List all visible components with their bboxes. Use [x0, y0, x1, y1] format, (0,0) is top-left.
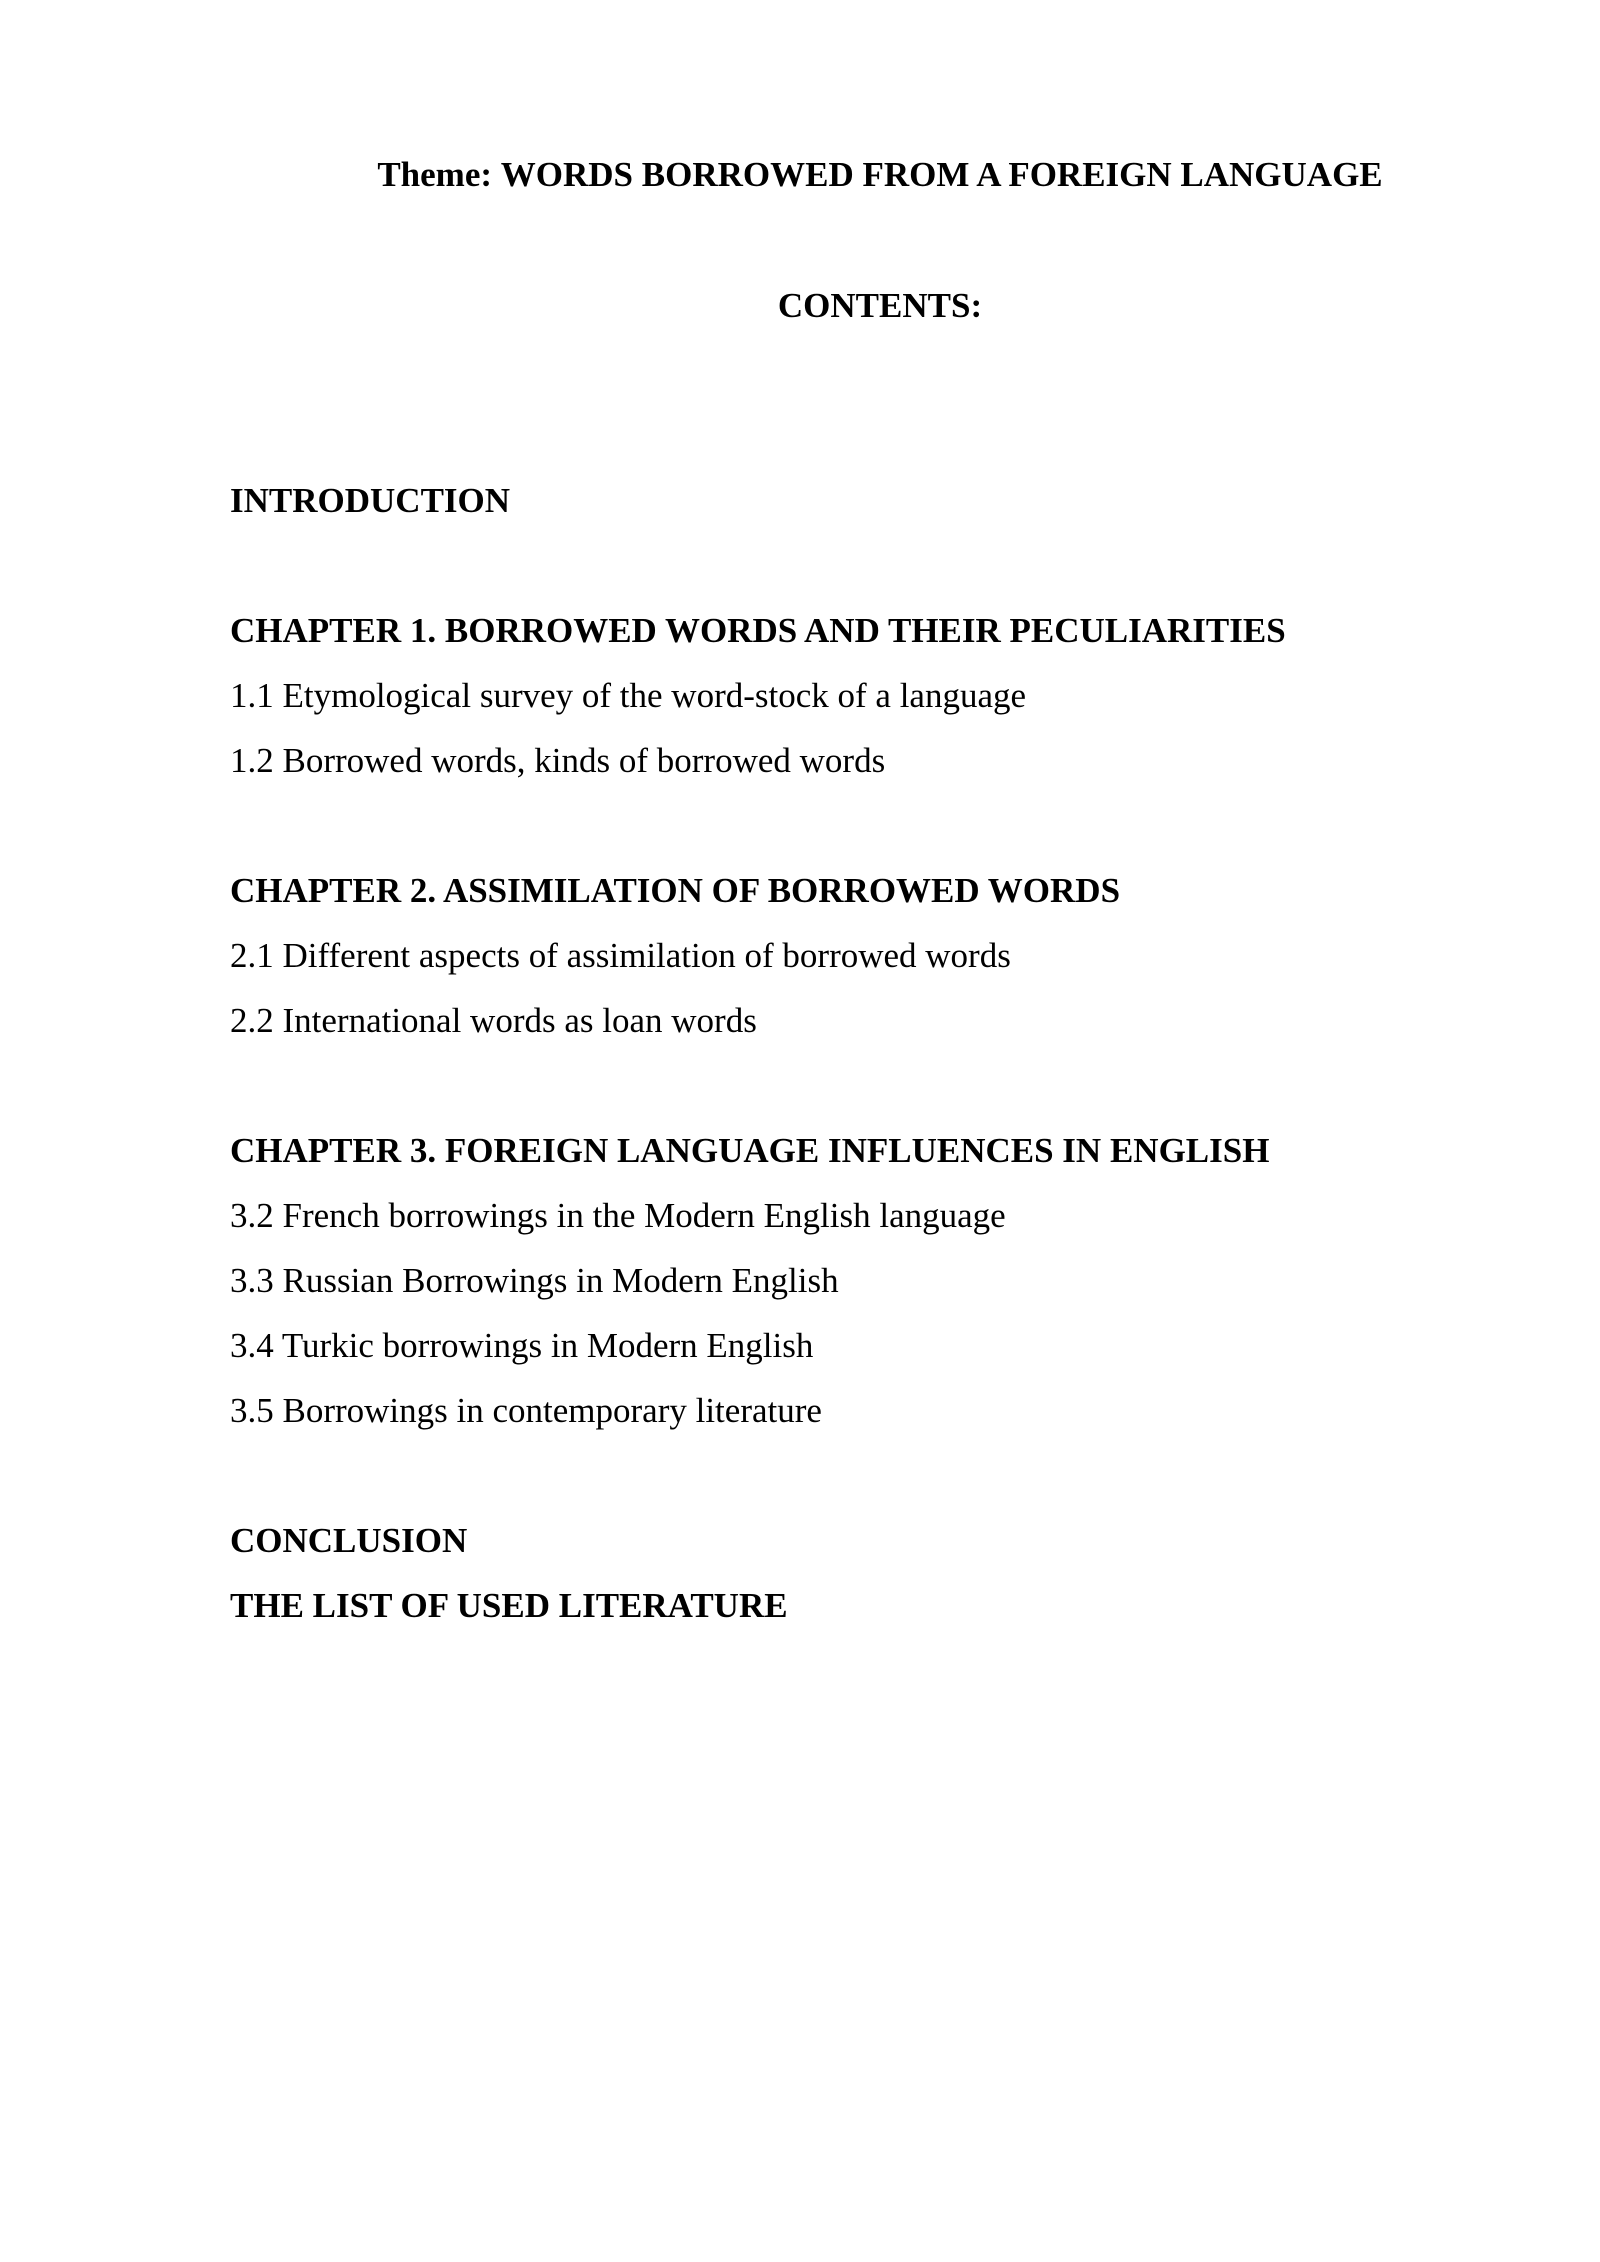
toc-section-2-1: 2.1 Different aspects of assimilation of borrowed words: [230, 936, 1011, 975]
theme-label: Theme:: [377, 155, 493, 194]
toc-section-2-2: 2.2 International words as loan words: [230, 1001, 757, 1040]
theme-title: WORDS BORROWED FROM A FOREIGN LANGUAGE: [500, 155, 1383, 194]
toc-introduction: INTRODUCTION: [230, 481, 511, 520]
toc-section-1-2: 1.2 Borrowed words, kinds of borrowed words: [230, 741, 886, 780]
toc-chapter-1-title: CHAPTER 1. BORROWED WORDS AND THEIR PECULIARITIES: [230, 611, 1286, 650]
toc-section-3-3: 3.3 Russian Borrowings in Modern English: [230, 1261, 839, 1300]
toc-section-3-4: 3.4 Turkic borrowings in Modern English: [230, 1326, 814, 1365]
toc-section-3-5: 3.5 Borrowings in contemporary literature: [230, 1391, 822, 1430]
contents-heading: CONTENTS:: [777, 286, 983, 325]
toc-section-1-1: 1.1 Etymological survey of the word-stock of a language: [230, 676, 1027, 715]
toc-conclusion: CONCLUSION: [230, 1521, 468, 1560]
toc-chapter-3-title: CHAPTER 3. FOREIGN LANGUAGE INFLUENCES IN ENGLISH: [230, 1131, 1270, 1170]
toc-section-3-2: 3.2 French borrowings in the Modern English language: [230, 1196, 1006, 1235]
toc-literature: THE LIST OF USED LITERATURE: [230, 1586, 788, 1625]
toc-chapter-2-title: CHAPTER 2. ASSIMILATION OF BORROWED WORDS: [230, 871, 1121, 910]
document-theme: [230, 150, 1530, 200]
